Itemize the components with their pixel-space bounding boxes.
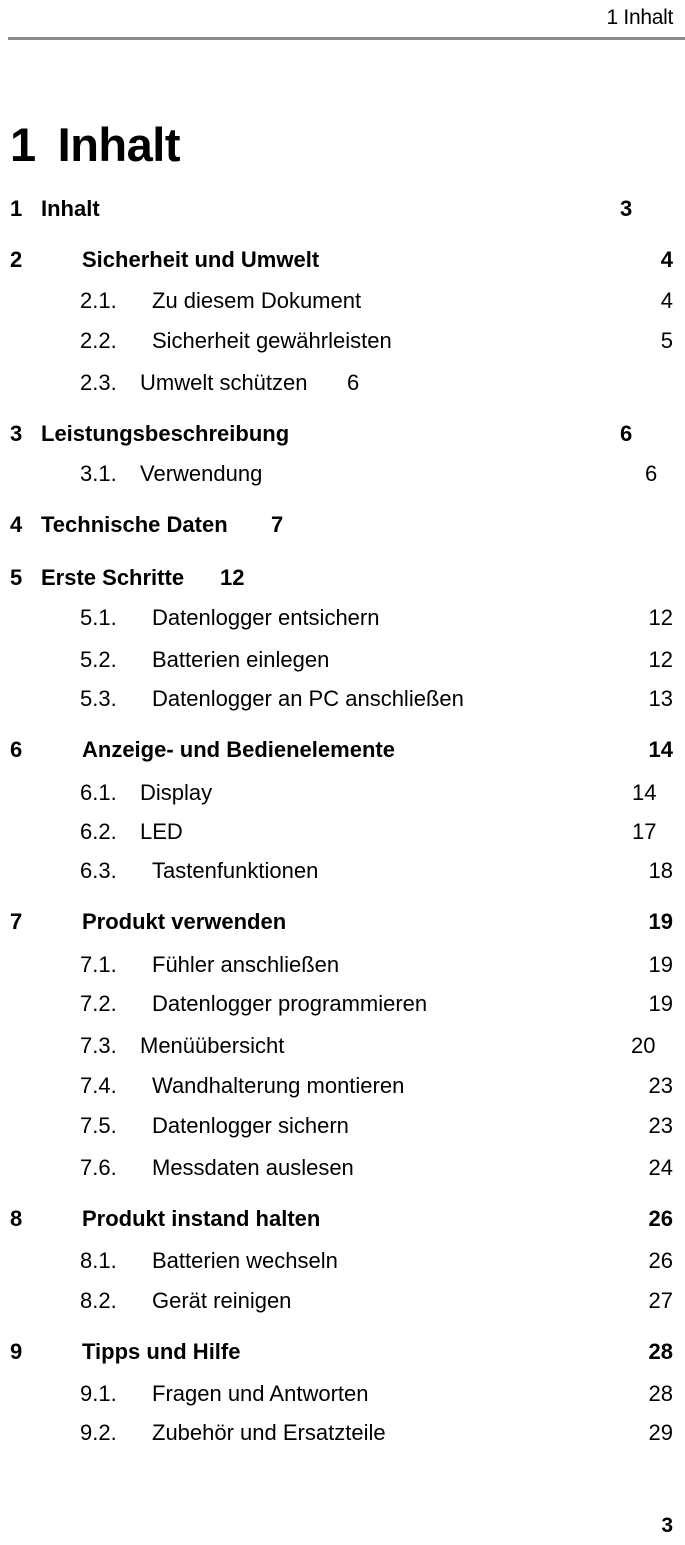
toc-entry-page: 23 bbox=[648, 1073, 673, 1098]
toc-entry-number: 6.3. bbox=[80, 858, 117, 883]
toc-entry-number: 7.5. bbox=[80, 1113, 117, 1138]
toc-entry-number: 6 bbox=[10, 737, 23, 762]
toc-entry-number: 9.2. bbox=[80, 1420, 117, 1445]
toc-entry-page: 23 bbox=[648, 1113, 673, 1138]
toc-entry-number: 5.1. bbox=[80, 605, 117, 630]
page-footer-number: 3 bbox=[661, 1514, 673, 1537]
page-title-text: Inhalt bbox=[57, 118, 180, 171]
toc-entry-2-1[interactable] bbox=[0, 284, 685, 318]
toc-entry-page: 20 bbox=[631, 1033, 656, 1058]
toc-entry-page: 18 bbox=[648, 858, 673, 883]
toc-entry-3-1[interactable] bbox=[0, 457, 685, 491]
toc-entry-page: 5 bbox=[660, 328, 673, 353]
toc-entry-title: Datenlogger an PC anschließen bbox=[152, 686, 464, 711]
toc-entry-page: 6 bbox=[620, 421, 633, 446]
running-header: 1 Inhalt bbox=[606, 6, 673, 29]
toc-entry-number: 2.1. bbox=[80, 288, 117, 313]
toc-entry-title: Zubehör und Ersatzteile bbox=[152, 1420, 386, 1445]
toc-entry-number: 7.2. bbox=[80, 991, 117, 1016]
toc-entry-5-2[interactable] bbox=[0, 643, 685, 677]
toc-entry-title: Tipps und Hilfe bbox=[82, 1339, 241, 1364]
toc-entry-number: 5.2. bbox=[80, 647, 117, 672]
toc-entry-title: Batterien wechseln bbox=[152, 1248, 338, 1273]
toc-entry-title: Datenlogger sichern bbox=[152, 1113, 349, 1138]
toc-entry-page: 14 bbox=[632, 780, 657, 805]
toc-entry-page: 6 bbox=[645, 461, 658, 486]
toc-entry-number: 4 bbox=[10, 512, 23, 537]
toc-entry-7-6[interactable] bbox=[0, 1151, 685, 1185]
toc-entry-page: 17 bbox=[632, 819, 657, 844]
toc-entry-page: 4 bbox=[660, 247, 673, 272]
toc-entry-title: Technische Daten bbox=[41, 512, 228, 537]
toc-entry-number: 7.3. bbox=[80, 1033, 117, 1058]
toc-entry-page: 13 bbox=[648, 686, 673, 711]
toc-entry-title: Zu diesem Dokument bbox=[152, 288, 362, 313]
toc-entry-page: 12 bbox=[648, 647, 673, 672]
toc-entry-page: 27 bbox=[648, 1288, 673, 1313]
toc-entry-2[interactable] bbox=[0, 243, 685, 277]
toc-entry-page: 4 bbox=[660, 288, 673, 313]
toc-entry-page: 14 bbox=[648, 737, 673, 762]
toc-entry-title: Leistungsbeschreibung bbox=[41, 421, 290, 446]
header-rule bbox=[8, 37, 685, 40]
toc-entry-title: Batterien einlegen bbox=[152, 647, 330, 672]
page-title bbox=[10, 115, 180, 175]
toc-entry-number: 1 bbox=[10, 196, 23, 221]
toc-entry-title: Tastenfunktionen bbox=[152, 858, 319, 883]
toc-entry-7-5[interactable] bbox=[0, 1109, 685, 1143]
toc-entry-6-2[interactable] bbox=[0, 815, 685, 849]
toc-entry-7-2[interactable] bbox=[0, 987, 685, 1021]
toc-entry-6-3[interactable] bbox=[0, 854, 685, 888]
toc-entry-6[interactable] bbox=[0, 733, 685, 767]
toc-entry-title: Sicherheit gewährleisten bbox=[152, 328, 392, 353]
toc-entry-3[interactable] bbox=[0, 417, 685, 451]
toc-entry-page: 7 bbox=[271, 512, 284, 537]
toc-entry-title: Menüübersicht bbox=[140, 1033, 285, 1058]
toc-entry-number: 7.1. bbox=[80, 952, 117, 977]
toc-entry-page: 26 bbox=[648, 1248, 673, 1273]
toc-entry-8[interactable] bbox=[0, 1202, 685, 1236]
toc-entry-title: Produkt instand halten bbox=[82, 1206, 321, 1231]
toc-entry-page: 28 bbox=[648, 1381, 673, 1406]
toc-entry-5[interactable] bbox=[0, 561, 685, 595]
toc-entry-title: Datenlogger programmieren bbox=[152, 991, 428, 1016]
toc-entry-number: 8.2. bbox=[80, 1288, 117, 1313]
toc-entry-number: 9.1. bbox=[80, 1381, 117, 1406]
toc-entry-number: 5 bbox=[10, 565, 23, 590]
toc-entry-title: Erste Schritte bbox=[41, 565, 185, 590]
toc-entry-number: 2 bbox=[10, 247, 23, 272]
toc-entry-title: Verwendung bbox=[140, 461, 263, 486]
toc-entry-9-1[interactable] bbox=[0, 1377, 685, 1411]
toc-entry-title: Datenlogger entsichern bbox=[152, 605, 380, 630]
toc-entry-4[interactable] bbox=[0, 508, 685, 542]
toc-entry-page: 12 bbox=[220, 565, 245, 590]
toc-entry-7-4[interactable] bbox=[0, 1069, 685, 1103]
toc-entry-page: 19 bbox=[648, 909, 673, 934]
toc-entry-page: 3 bbox=[620, 196, 633, 221]
toc-entry-number: 9 bbox=[10, 1339, 23, 1364]
toc-entry-page: 19 bbox=[648, 991, 673, 1016]
toc-entry-5-1[interactable] bbox=[0, 601, 685, 635]
toc-entry-page: 26 bbox=[648, 1206, 673, 1231]
toc-entry-5-3[interactable] bbox=[0, 682, 685, 716]
toc-entry-page: 12 bbox=[648, 605, 673, 630]
toc-entry-7-3[interactable] bbox=[0, 1029, 685, 1063]
toc-entry-page: 28 bbox=[648, 1339, 673, 1364]
toc-entry-2-2[interactable] bbox=[0, 324, 685, 358]
toc-entry-7[interactable] bbox=[0, 905, 685, 939]
toc-entry-title: Messdaten auslesen bbox=[152, 1155, 354, 1180]
toc-entry-title: Inhalt bbox=[41, 196, 100, 221]
toc-entry-number: 2.3. bbox=[80, 370, 117, 395]
toc-entry-9-2[interactable] bbox=[0, 1416, 685, 1450]
toc-entry-title: Wandhalterung montieren bbox=[152, 1073, 405, 1098]
toc-entry-number: 8 bbox=[10, 1206, 23, 1231]
toc-entry-number: 5.3. bbox=[80, 686, 117, 711]
toc-entry-number: 7 bbox=[10, 909, 23, 934]
toc-entry-page: 29 bbox=[648, 1420, 673, 1445]
toc-entry-title: Anzeige- und Bedienelemente bbox=[82, 737, 395, 762]
toc-entry-2-3[interactable] bbox=[0, 366, 685, 400]
toc-entry-number: 3.1. bbox=[80, 461, 117, 486]
toc-entry-number: 6.2. bbox=[80, 819, 117, 844]
toc-entry-page: 24 bbox=[648, 1155, 673, 1180]
toc-entry-number: 7.4. bbox=[80, 1073, 117, 1098]
toc-entry-title: Fühler anschließen bbox=[152, 952, 340, 977]
toc-entry-9[interactable] bbox=[0, 1335, 685, 1369]
toc-entry-7-1[interactable] bbox=[0, 948, 685, 982]
toc-entry-title: Fragen und Antworten bbox=[152, 1381, 369, 1406]
toc-entry-page: 6 bbox=[347, 370, 360, 395]
toc-entry-title: Umwelt schützen bbox=[140, 370, 308, 395]
toc-entry-1[interactable] bbox=[0, 192, 685, 226]
toc-entry-6-1[interactable] bbox=[0, 776, 685, 810]
toc-entry-number: 8.1. bbox=[80, 1248, 117, 1273]
toc-entry-number: 7.6. bbox=[80, 1155, 117, 1180]
toc-entry-title: LED bbox=[140, 819, 183, 844]
page-title-number: 1 bbox=[10, 118, 36, 171]
toc-entry-number: 2.2. bbox=[80, 328, 117, 353]
toc-entry-title: Gerät reinigen bbox=[152, 1288, 292, 1313]
toc-entry-number: 6.1. bbox=[80, 780, 117, 805]
toc-entry-title: Produkt verwenden bbox=[82, 909, 287, 934]
toc-entry-page: 19 bbox=[648, 952, 673, 977]
toc-entry-8-1[interactable] bbox=[0, 1244, 685, 1278]
toc-entry-title: Sicherheit und Umwelt bbox=[82, 247, 320, 272]
toc-entry-number: 3 bbox=[10, 421, 23, 446]
toc-entry-title: Display bbox=[140, 780, 213, 805]
toc-entry-8-2[interactable] bbox=[0, 1284, 685, 1318]
